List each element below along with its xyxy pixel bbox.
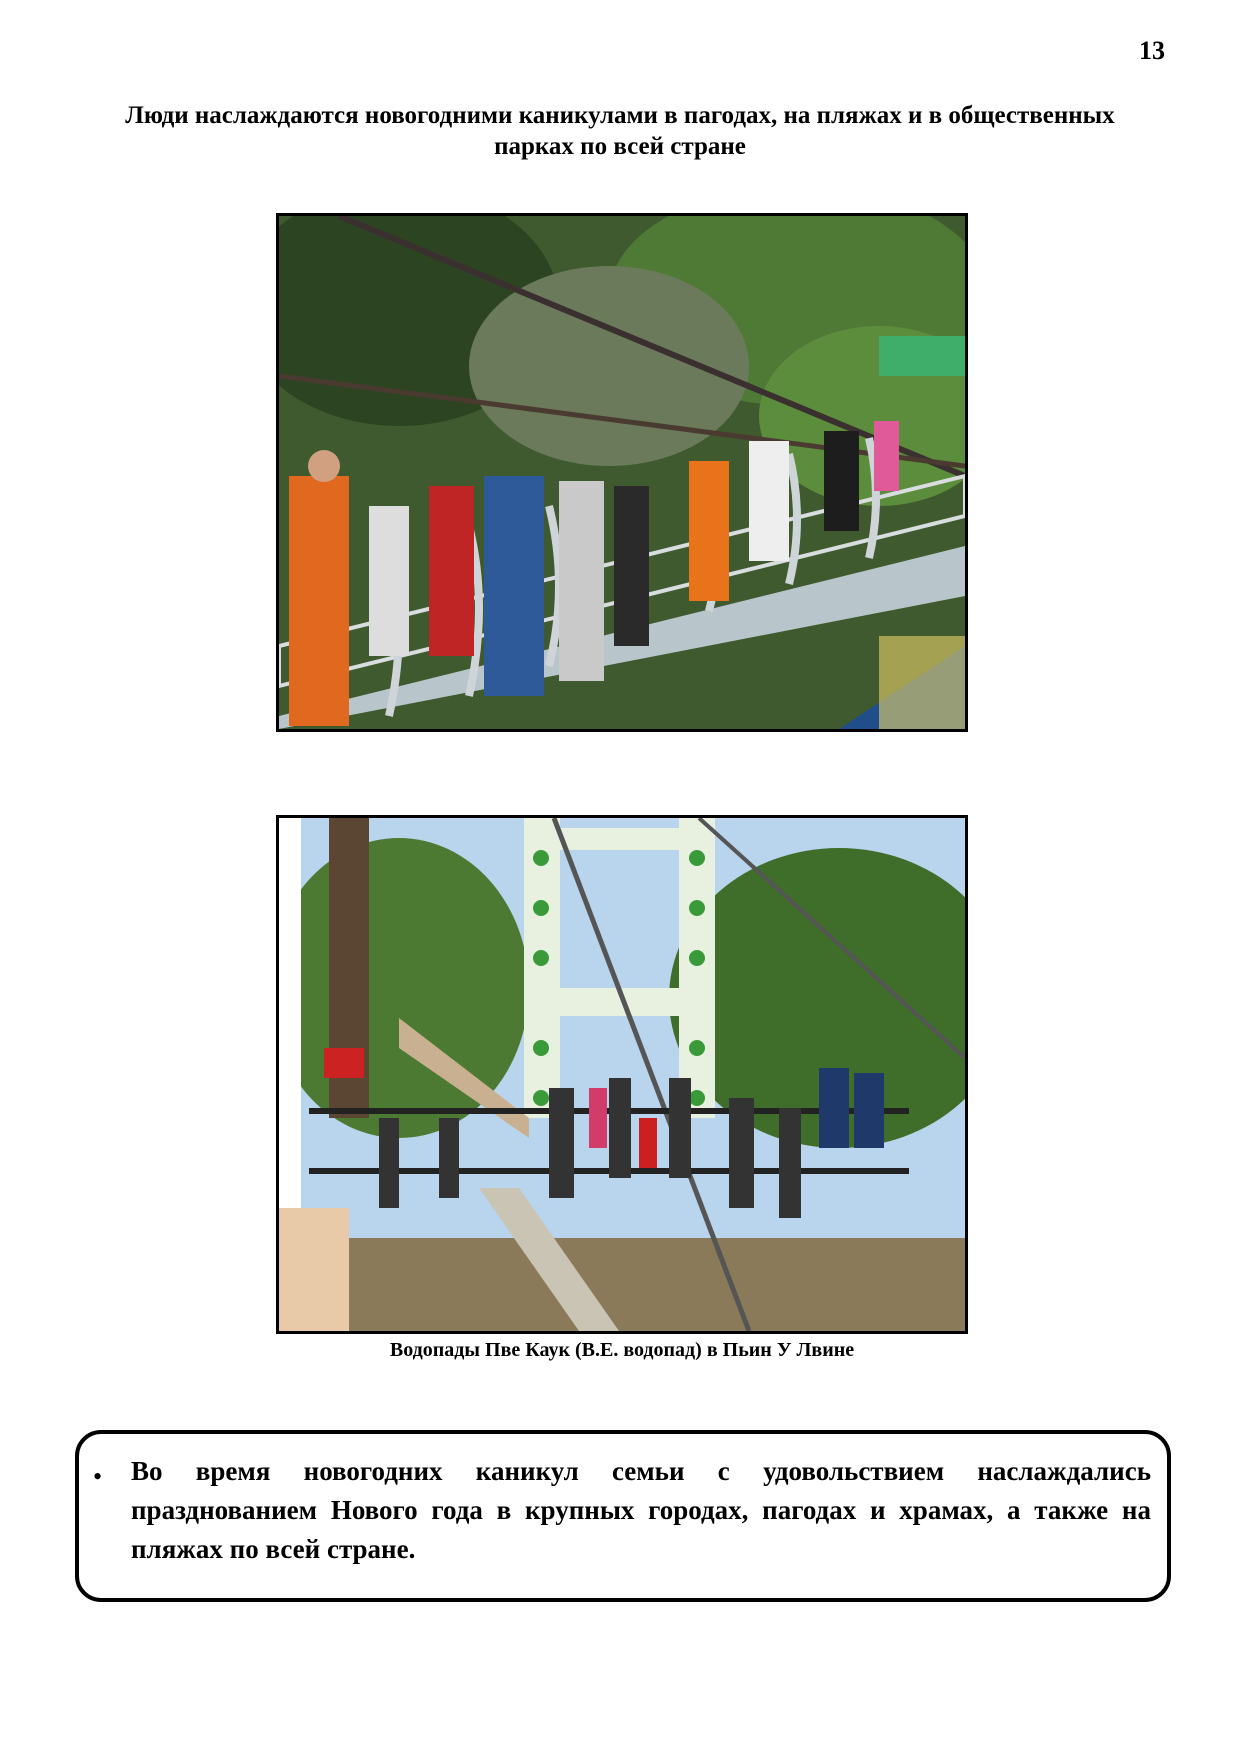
summary-text: Во время новогодних каникул семьи с удовольствием наслаждались празднованием Нового года в крупных городах, пагодах и храмах, а также на пляжах по всей стране.	[131, 1456, 1151, 1564]
page-title: Люди наслаждаются новогодними каникулами в пагодах, на пляжах и в общественных парках по всей стране	[125, 102, 1115, 160]
photo-caption: Водопады Пве Каук (В.Е. водопад) в Пьин У Лвине	[389, 1339, 855, 1361]
page-number: 13	[1139, 36, 1165, 65]
glass-bridge-photo	[276, 213, 968, 732]
bullet-marker: •	[93, 1462, 103, 1491]
suspension-bridge-photo	[276, 815, 968, 1334]
summary-box	[75, 1430, 1171, 1602]
